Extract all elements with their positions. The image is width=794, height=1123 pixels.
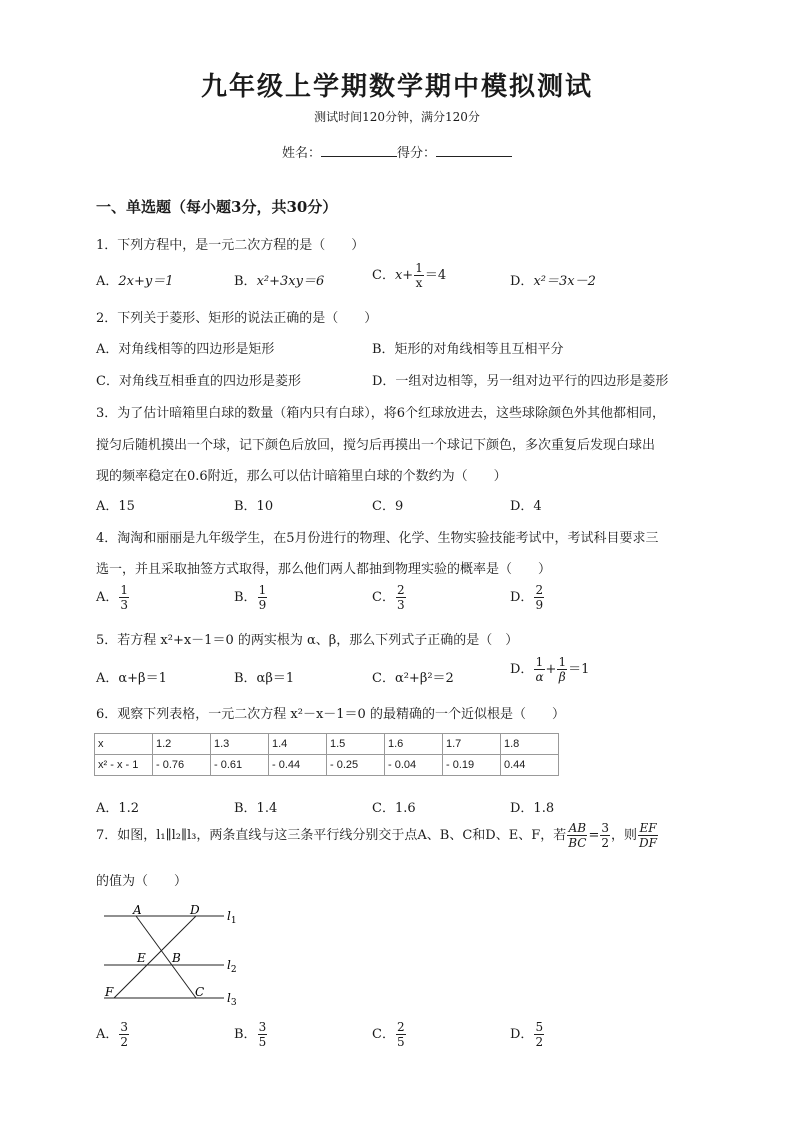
q1-option-a[interactable] [96, 270, 174, 289]
fraction [638, 822, 658, 849]
table-cell: - 0.19 [443, 755, 501, 776]
line-letter: l [227, 909, 231, 923]
question-7-line-2: 的值为（ ） [96, 874, 188, 889]
transversal-df [114, 916, 196, 998]
point-label-b: B [172, 951, 181, 965]
q2-option-c[interactable]: C．对角线互相垂直的四边形是菱形 [96, 374, 301, 389]
denominator: 3 [120, 598, 129, 612]
q4-option-d[interactable] [510, 584, 545, 611]
denominator: 2 [120, 1035, 129, 1049]
score-label: 得分： [397, 146, 437, 161]
q3-option-d[interactable]: D．4 [510, 499, 542, 514]
q3-option-b[interactable]: B．10 [234, 499, 274, 514]
table-cell: 1.3 [211, 734, 269, 755]
option-label: D． [510, 274, 534, 289]
point-label-d: D [190, 903, 200, 917]
numerator: 1 [535, 655, 544, 669]
line-label-l3 [227, 991, 237, 1008]
option-text: ＝1 [568, 662, 590, 677]
point-label-c: C [195, 985, 205, 999]
q7-option-c[interactable] [372, 1021, 407, 1048]
question-2-stem: 2．下列关于菱形、矩形的说法正确的是（ ） [96, 311, 378, 326]
numerator: 5 [535, 1020, 544, 1034]
subscript: 2 [230, 965, 237, 975]
option-label: B． [234, 274, 257, 289]
fraction [258, 1021, 268, 1048]
q5-option-d[interactable] [510, 656, 589, 683]
q2-option-d[interactable]: D．一组对边相等，另一组对边平行的四边形是菱形 [372, 374, 669, 389]
line-label-l1 [227, 909, 237, 926]
denominator: DF [639, 836, 657, 850]
numerator: 2 [396, 583, 405, 597]
fraction [414, 262, 424, 289]
fraction [534, 1021, 544, 1048]
fraction [534, 584, 544, 611]
score-field[interactable] [436, 144, 512, 157]
question-3-line-3: 现的频率稳定在0.6附近，那么可以估计暗箱里白球的个数约为（ ） [96, 469, 507, 484]
table-cell: - 0.44 [269, 755, 327, 776]
table-cell: - 0.25 [327, 755, 385, 776]
fraction [600, 822, 610, 849]
plus-sign: + [545, 662, 557, 677]
value-table [94, 733, 559, 776]
question-1-stem: 1．下列方程中，是一元二次方程的是（ ） [96, 238, 365, 253]
numerator: 3 [120, 1020, 129, 1034]
q5-option-b[interactable]: B．αβ＝1 [234, 671, 295, 686]
q6-option-d[interactable]: D．1.8 [510, 801, 555, 816]
q7-option-a[interactable] [96, 1021, 130, 1048]
fraction [396, 1021, 406, 1048]
point-label-e: E [137, 951, 146, 965]
option-label: A． [96, 590, 119, 605]
subscript: 3 [230, 998, 237, 1008]
option-label: D． [510, 662, 534, 677]
line-letter: l [227, 991, 231, 1005]
fraction [396, 584, 406, 611]
question-5-stem: 5．若方程 x²+x－1＝0 的两实根为 α、β，那么下列式子正确的是（ ） [96, 633, 519, 648]
option-text: 2x+y＝1 [118, 274, 174, 289]
fraction [119, 584, 129, 611]
page-title: 九年级上学期数学期中模拟测试 [200, 72, 593, 102]
option-label: A． [96, 274, 119, 289]
option-label: D． [510, 1027, 534, 1042]
question-4-line-2: 选一，并且采取抽签方式取得，那么他们两人都抽到物理实验的概率是（ ） [96, 562, 552, 577]
numerator: 3 [601, 821, 609, 835]
numerator: 2 [535, 583, 544, 597]
q2-option-b[interactable]: B．矩形的对角线相等且互相平分 [372, 342, 564, 357]
q6-option-c[interactable]: C．1.6 [372, 801, 416, 816]
q3-option-c[interactable]: C．9 [372, 499, 404, 514]
table-cell: 1.6 [385, 734, 443, 755]
q6-option-b[interactable]: B．1.4 [234, 801, 278, 816]
denominator: 3 [396, 598, 405, 612]
q4-option-a[interactable] [96, 584, 130, 611]
numerator: AB [568, 821, 587, 835]
numerator: 1 [415, 261, 423, 275]
q5-option-c[interactable]: C．α²+β²＝2 [372, 671, 454, 686]
table-cell: 1.5 [327, 734, 385, 755]
q1-option-b[interactable] [234, 270, 324, 289]
option-text: x+ [394, 268, 414, 283]
table-cell: 1.4 [269, 734, 327, 755]
fraction [119, 1021, 129, 1048]
question-7-line-1 [96, 822, 659, 849]
option-label: A． [96, 1027, 119, 1042]
table-cell: 0.44 [501, 755, 559, 776]
numerator: EF [639, 821, 657, 835]
table-cell: - 0.61 [211, 755, 269, 776]
table-cell: 1.8 [501, 734, 559, 755]
q7-option-b[interactable] [234, 1021, 268, 1048]
line-label-l2 [227, 958, 237, 975]
table-row [95, 734, 559, 755]
numerator: 1 [258, 583, 267, 597]
test-info: 测试时间120分钟，满分120分 [314, 110, 480, 124]
name-label: 姓名： [281, 146, 321, 161]
q3-option-a[interactable]: A．15 [96, 499, 135, 514]
option-label: C． [372, 590, 395, 605]
table-cell: 1.2 [153, 734, 211, 755]
q5-option-a[interactable]: A．α+β＝1 [96, 671, 167, 686]
q7-option-d[interactable] [510, 1021, 545, 1048]
question-3-line-1: 3．为了估计暗箱里白球的数量（箱内只有白球），将6个红球放进去，这些球除颜色外其他都相同， [96, 406, 666, 421]
q2-option-a[interactable]: A．对角线相等的四边形是矩形 [96, 342, 275, 357]
numerator: 1 [558, 655, 567, 669]
q1-option-d[interactable] [510, 270, 596, 289]
denominator: α [535, 670, 544, 684]
table-cell: x² - x - 1 [95, 755, 153, 776]
name-field[interactable] [321, 144, 397, 157]
option-text: ＝4 [424, 268, 447, 283]
option-label: C． [372, 1027, 395, 1042]
denominator: β [558, 670, 566, 684]
numerator: 1 [120, 583, 129, 597]
name-score-line [0, 142, 794, 161]
numerator: 3 [258, 1020, 267, 1034]
fraction [258, 584, 268, 611]
section-heading: 一、单选题（每小题3分，共30分） [96, 198, 338, 216]
option-label: B． [234, 1027, 257, 1042]
denominator: x [415, 276, 423, 290]
denominator: 5 [258, 1035, 267, 1049]
parallel-lines-figure [96, 900, 256, 1010]
fraction [534, 656, 544, 683]
question-text: ，则 [611, 828, 638, 843]
table-cell: - 0.76 [153, 755, 211, 776]
q4-option-b[interactable] [234, 584, 268, 611]
point-label-f: F [105, 985, 114, 999]
option-label: B． [234, 590, 257, 605]
denominator: 9 [258, 598, 267, 612]
option-label: D． [510, 590, 534, 605]
fraction [567, 822, 587, 849]
subscript: 1 [230, 916, 237, 926]
table-cell: x [95, 734, 153, 755]
option-label: C． [372, 268, 395, 283]
denominator: 5 [396, 1035, 405, 1049]
point-label-a: A [133, 903, 142, 917]
denominator: BC [568, 836, 587, 850]
denominator: 9 [535, 598, 544, 612]
q4-option-c[interactable] [372, 584, 407, 611]
table-cell: - 0.04 [385, 755, 443, 776]
option-text: x²＝3x－2 [533, 274, 596, 289]
option-text: x²+3xy＝6 [256, 274, 325, 289]
table-row [95, 755, 559, 776]
fraction [557, 656, 567, 683]
question-6-stem: 6．观察下列表格，一元二次方程 x²－x－1＝0 的最精确的一个近似根是（ ） [96, 707, 565, 722]
table-cell: 1.7 [443, 734, 501, 755]
q6-option-a[interactable]: A．1.2 [96, 801, 140, 816]
line-letter: l [227, 958, 231, 972]
question-3-line-2: 搅匀后随机摸出一个球，记下颜色后放回，搅匀后再摸出一个球记下颜色，多次重复后发现白球出 [96, 438, 656, 453]
equals-sign: = [588, 828, 600, 843]
question-text: 7．如图，l₁∥l₂∥l₃，两条直线与这三条平行线分别交于点A、B、C和D、E、F，若 [96, 828, 567, 843]
denominator: 2 [601, 836, 609, 850]
question-4-line-1: 4．淘淘和丽丽是九年级学生，在5月份进行的物理、化学、生物实验技能考试中，考试科目要求三 [96, 531, 659, 546]
q1-option-c[interactable] [372, 262, 446, 289]
numerator: 2 [396, 1020, 405, 1034]
denominator: 2 [535, 1035, 544, 1049]
